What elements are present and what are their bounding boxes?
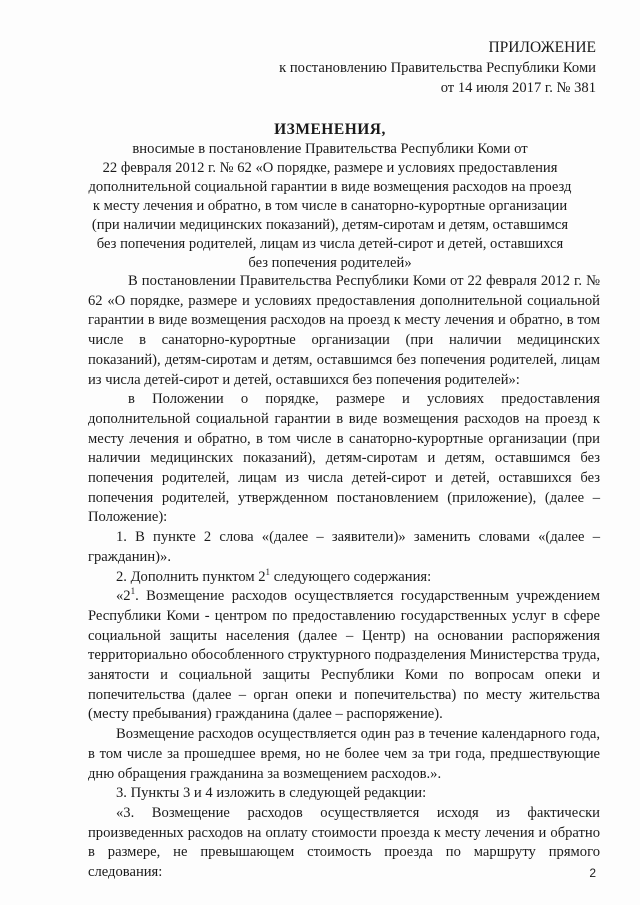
appendix-label: ПРИЛОЖЕНИЕ <box>488 39 596 56</box>
title-block <box>60 120 600 273</box>
subtitle-line: к месту лечения и обратно, в том числе в санаторно-курортные организации <box>92 198 568 214</box>
document-body <box>88 272 600 883</box>
header-line-2: от 14 июля 2017 г. № 381 <box>440 80 596 96</box>
item-2-1-text: . Возмещение расходов осуществляется государственным учреждением Республики Коми - центром по предоставлению государственных услуг в сфере социальной защиты населения (далее – Центр) на основании распоряжения территориально обособленного структурного подразделения Министерства труда, занятости и социальной защиты Республики Коми по вопросам опеки и попечительства (далее – орган опеки и попечительства) по месту жительства (месту пребывания) гражданина (далее – распоряжение). <box>88 588 600 723</box>
header-line-1: к постановлению Правительства Республики Коми <box>279 60 596 76</box>
subtitle-line: вносимые в постановление Правительства Республики Коми от <box>132 141 528 157</box>
paragraph-reimbursement: Возмещение расходов осуществляется один раз в течение календарного года, в том числе за прошедшее время, но не более чем за три года, предшествующие дню обращения гражданина за возмещением расходов.». <box>88 726 600 782</box>
subtitle-line: (при наличии медицинских показаний), детям-сиротам и детям, оставшимся <box>91 217 569 233</box>
document-title: ИЗМЕНЕНИЯ, <box>274 121 386 138</box>
superscript: 1 <box>130 586 136 597</box>
subtitle-line: дополнительной социальной гарантии в виде возмещения расходов на проезд <box>88 179 572 195</box>
paragraph-intro: В постановлении Правительства Республики Коми от 22 февраля 2012 г. № 62 «О порядке, размере и условиях предоставления дополнительной социальной гарантии в виде возмещения расходов на проезд к месту лечения и обратно, в том числе в санаторно-курортные организации (при наличии медицинских показаний), детям-сиротам и детям, оставшимся без попечения родителей, лицам из числа детей-сирот и детей, оставшихся без попечения родителей»: <box>88 273 600 388</box>
item-2-text-tail: следующего содержания: <box>270 568 432 585</box>
superscript: 1 <box>265 566 271 577</box>
page-number: 2 <box>589 866 596 880</box>
paragraph-item-2 <box>88 568 600 588</box>
item-2-text: 2. Дополнить пунктом 2 <box>116 568 266 585</box>
subtitle-line: 22 февраля 2012 г. № 62 «О порядке, размере и условиях предоставления <box>102 160 558 176</box>
paragraph-item-1: 1. В пункте 2 слова «(далее – заявители)» заменить словами «(далее – гражданин)». <box>88 529 600 565</box>
paragraph-item-3: 3. Пункты 3 и 4 изложить в следующей редакции: <box>116 785 427 802</box>
item-2-1-start: «2 <box>116 588 131 605</box>
subtitle-line: без попечения родителей» <box>248 255 412 271</box>
document-header <box>279 38 596 98</box>
subtitle-line: без попечения родителей, лицам из числа детей-сирот и детей, оставшихся <box>96 236 564 252</box>
paragraph-regulation: в Положении о порядке, размере и условиях предоставления дополнительной социальной гарантии в виде возмещения расходов на проезд к месту лечения и обратно, в том числе в санаторно-курортные организации (при наличии медицинских показаний), детям-сиротам и детям, оставшимся без попечения родителей, лицам из числа детей-сирот и детей, оставшихся без попечения родителей, утвержденном постановлением (приложение), (далее – Положение): <box>88 391 600 526</box>
paragraph-item-2-1 <box>88 587 600 725</box>
paragraph-item-3-text: «3. Возмещение расходов осуществляется исходя из фактически произведенных расходов на оплату стоимости проезда к месту лечения и обратно в размере, не превышающем стоимость проезда по маршруту прямого следования: <box>88 804 600 881</box>
